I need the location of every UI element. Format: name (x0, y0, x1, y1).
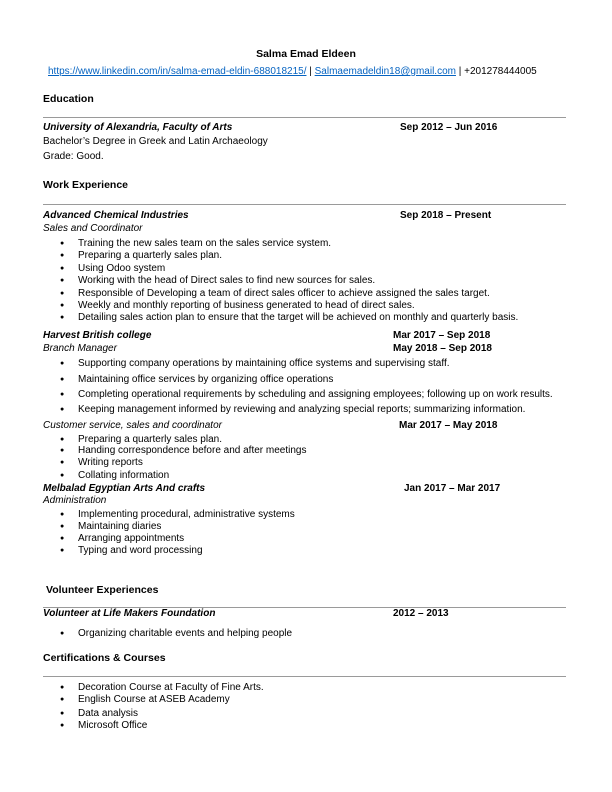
list-item: ● English Course at ASEB Academy (60, 694, 230, 706)
list-item: ● Organizing charitable events and helping people (60, 628, 292, 640)
job-dates: Sep 2018 – Present (400, 210, 492, 221)
candidate-name: Salma Emad Eldeen (256, 48, 356, 60)
work-heading: Work Experience (43, 179, 129, 191)
company-name: Advanced Chemical Industries (43, 210, 189, 221)
separator: | (458, 66, 462, 77)
separator: | (309, 66, 312, 77)
list-item: ● Microsoft Office (60, 720, 147, 732)
list-item: ● Implementing procedural, administrative systems (60, 509, 295, 521)
list-item: ● Handing correspondence before and after meetings (60, 445, 306, 457)
volunteer-org: Volunteer at Life Makers Foundation (43, 608, 216, 619)
company-name: Melbalad Egyptian Arts And crafts (43, 483, 206, 494)
job-role: Sales and Coordinator (43, 223, 143, 234)
certs-heading: Certifications & Courses (43, 652, 166, 664)
volunteer-dates: 2012 – 2013 (393, 608, 449, 619)
list-item: ● Keeping management informed by reviewing and analyzing special reports; summarizing information. (60, 404, 525, 416)
list-item: ● Maintaining diaries (60, 521, 161, 533)
list-item: ● Using Odoo system (60, 263, 165, 275)
list-item: ● Maintaining office services by organizing office operations (60, 374, 333, 386)
divider (43, 204, 566, 205)
list-item: ● Data analysis (60, 708, 138, 720)
list-item: ● Weekly and monthly reporting of business generated to head of direct sales. (60, 300, 415, 312)
list-item: ● Responsible of Developing a team of direct sales officer to achieve assigned the sales target. (60, 288, 490, 300)
list-item: ● Collating information (60, 470, 169, 482)
job-dates: Jan 2017 – Mar 2017 (404, 483, 501, 494)
volunteer-heading: Volunteer Experiences (46, 584, 159, 596)
list-item: ● Completing operational requirements by scheduling and assigning employees; following up on work results. (60, 389, 553, 401)
degree: Bachelor’s Degree in Greek and Latin Archaeology (43, 136, 268, 147)
education-heading: Education (43, 93, 94, 105)
job-role: Administration (43, 495, 107, 506)
company-name: Harvest British college (43, 330, 152, 341)
list-item: ● Typing and word processing (60, 545, 203, 557)
contact-line (48, 66, 537, 78)
list-item: ● Training the new sales team on the sales service system. (60, 238, 331, 250)
list-item: ● Detailing sales action plan to ensure that the target will be achieved on monthly and quarterly basis. (60, 312, 518, 324)
list-item: ● Arranging appointments (60, 533, 184, 545)
grade: Grade: Good. (43, 151, 104, 162)
phone: +201278444005 (464, 66, 537, 77)
role-dates: Mar 2017 – May 2018 (399, 420, 498, 431)
job-role: Customer service, sales and coordinator (43, 420, 222, 431)
list-item: ● Preparing a quarterly sales plan. (60, 434, 222, 446)
list-item: ● Decoration Course at Faculty of Fine Arts. (60, 682, 264, 694)
list-item: ● Working with the head of Direct sales to find new sources for sales. (60, 275, 375, 287)
divider (43, 117, 566, 118)
list-item: ● Writing reports (60, 457, 143, 469)
list-item: ● Supporting company operations by maintaining office systems and supervising staff. (60, 358, 450, 370)
list-item: ● Preparing a quarterly sales plan. (60, 250, 222, 262)
education-dates: Sep 2012 – Jun 2016 (400, 122, 498, 133)
role-dates: May 2018 – Sep 2018 (393, 343, 492, 354)
divider (43, 676, 566, 677)
job-role: Branch Manager (43, 343, 117, 354)
school-name: University of Alexandria, Faculty of Arts (43, 122, 233, 133)
job-dates: Mar 2017 – Sep 2018 (393, 330, 491, 341)
linkedin-link[interactable]: https://www.linkedin.com/in/salma-emad-eldin-688018215/ (48, 66, 307, 77)
email-link[interactable]: Salmaemadeldin18@gmail.com (314, 66, 456, 77)
